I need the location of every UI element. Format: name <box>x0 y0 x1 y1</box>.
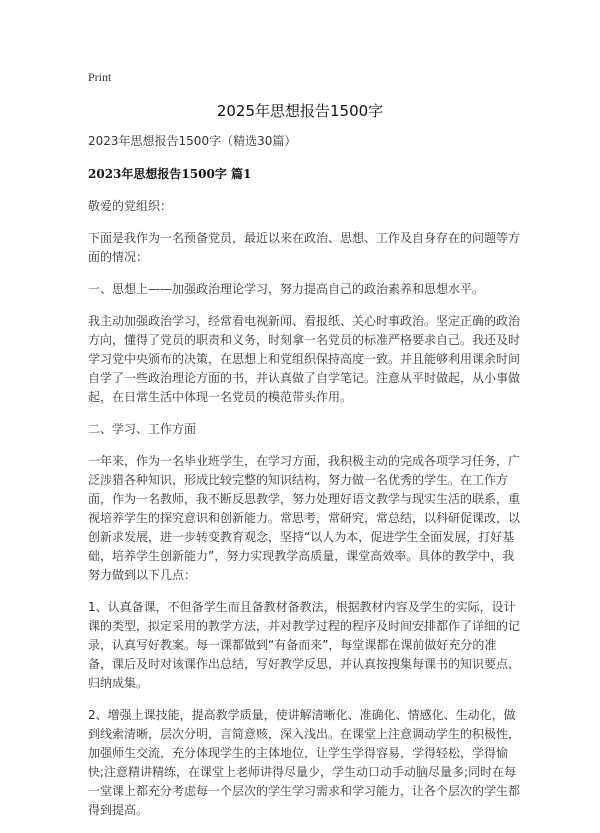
point-two-paragraph: 2、增强上课技能，提高教学质量，使讲解清晰化、准确化、情感化、生动化，做到线索清晰，层次分明，言简意赅，深入浅出。在课堂上注意调动学生的积极性，加强师生交流，充分体现学生的主体地位，让学生学得容易，学得轻松，学得愉快;注意精讲精练，在课堂上老师讲得尽量少，学生动口动手动脑尽量多;同时在每一堂课上都充分考虑每一个层次的学生学习需求和学习能力，让各个层次的学生都得到提高。 <box>88 708 521 817</box>
section-heading: 2023年思想报告1500字 篇1 <box>88 167 252 181</box>
point-one-paragraph: 1、认真备课，不但备学生而且备教材备教法，根据教材内容及学生的实际，设计课的类型，拟定采用的教学方法，并对教学过程的程序及时间安排都作了详细的记录，认真写好教案。每一课都做到“有备而来”，每堂课都在课前做好充分的准备，课后及时对该课作出总结，写好教学反思，并认真按搜集每课书的知识要点，归纳成集。 <box>88 600 521 690</box>
intro-paragraph: 下面是我作为一名预备党员，最近以来在政治、思想、工作及自身存在的问题等方面的情况： <box>88 231 521 264</box>
section-one-heading: 一、思想上——加强政治理论学习，努力提高自己的政治素养和思想水平。 <box>88 282 485 296</box>
document-body <box>88 132 520 833</box>
print-label: Print <box>88 70 112 84</box>
page-title: 2025年思想报告1500字 <box>216 102 384 120</box>
document-subtitle: 2023年思想报告1500字（精选30篇） <box>88 134 297 148</box>
section-two-heading: 二、学习、工作方面 <box>88 422 197 436</box>
section-two-body: 一年来，作为一名毕业班学生，在学习方面，我积极主动的完成各项学习任务，广泛涉猎各种知识，形成比较完整的知识结构，努力做一名优秀的学生。在工作方面，作为一名教师，我不断反思教学，努力处理好语文教学与现实生活的联系，重视培养学生的探究意识和创新能力。常思考，常研究，常总结，以科研促课改，以创新求发展，进一步转变教育观念，坚持“以人为本，促进学生全面发展，打好基础，培养学生创新能力”，努力实现教学高质量，课堂高效率。具体的教学中，我努力做到以下几点： <box>88 454 521 582</box>
salutation: 敬爱的党组织： <box>88 199 173 213</box>
section-one-body: 我主动加强政治学习，经常看电视新闻、看报纸、关心时事政治。坚定正确的政治方向，懂得了党员的职责和义务，时刻拿一名党员的标准严格要求自己。我还及时学习党中央颁布的决策，在思想上和党组织保持高度一致。并且能够利用课余时间自学了一些政治理论方面的书，并认真做了自学笔记。注意从平时做起，从小事做起，在日常生活中体现一名党员的模范带头作用。 <box>88 314 521 404</box>
